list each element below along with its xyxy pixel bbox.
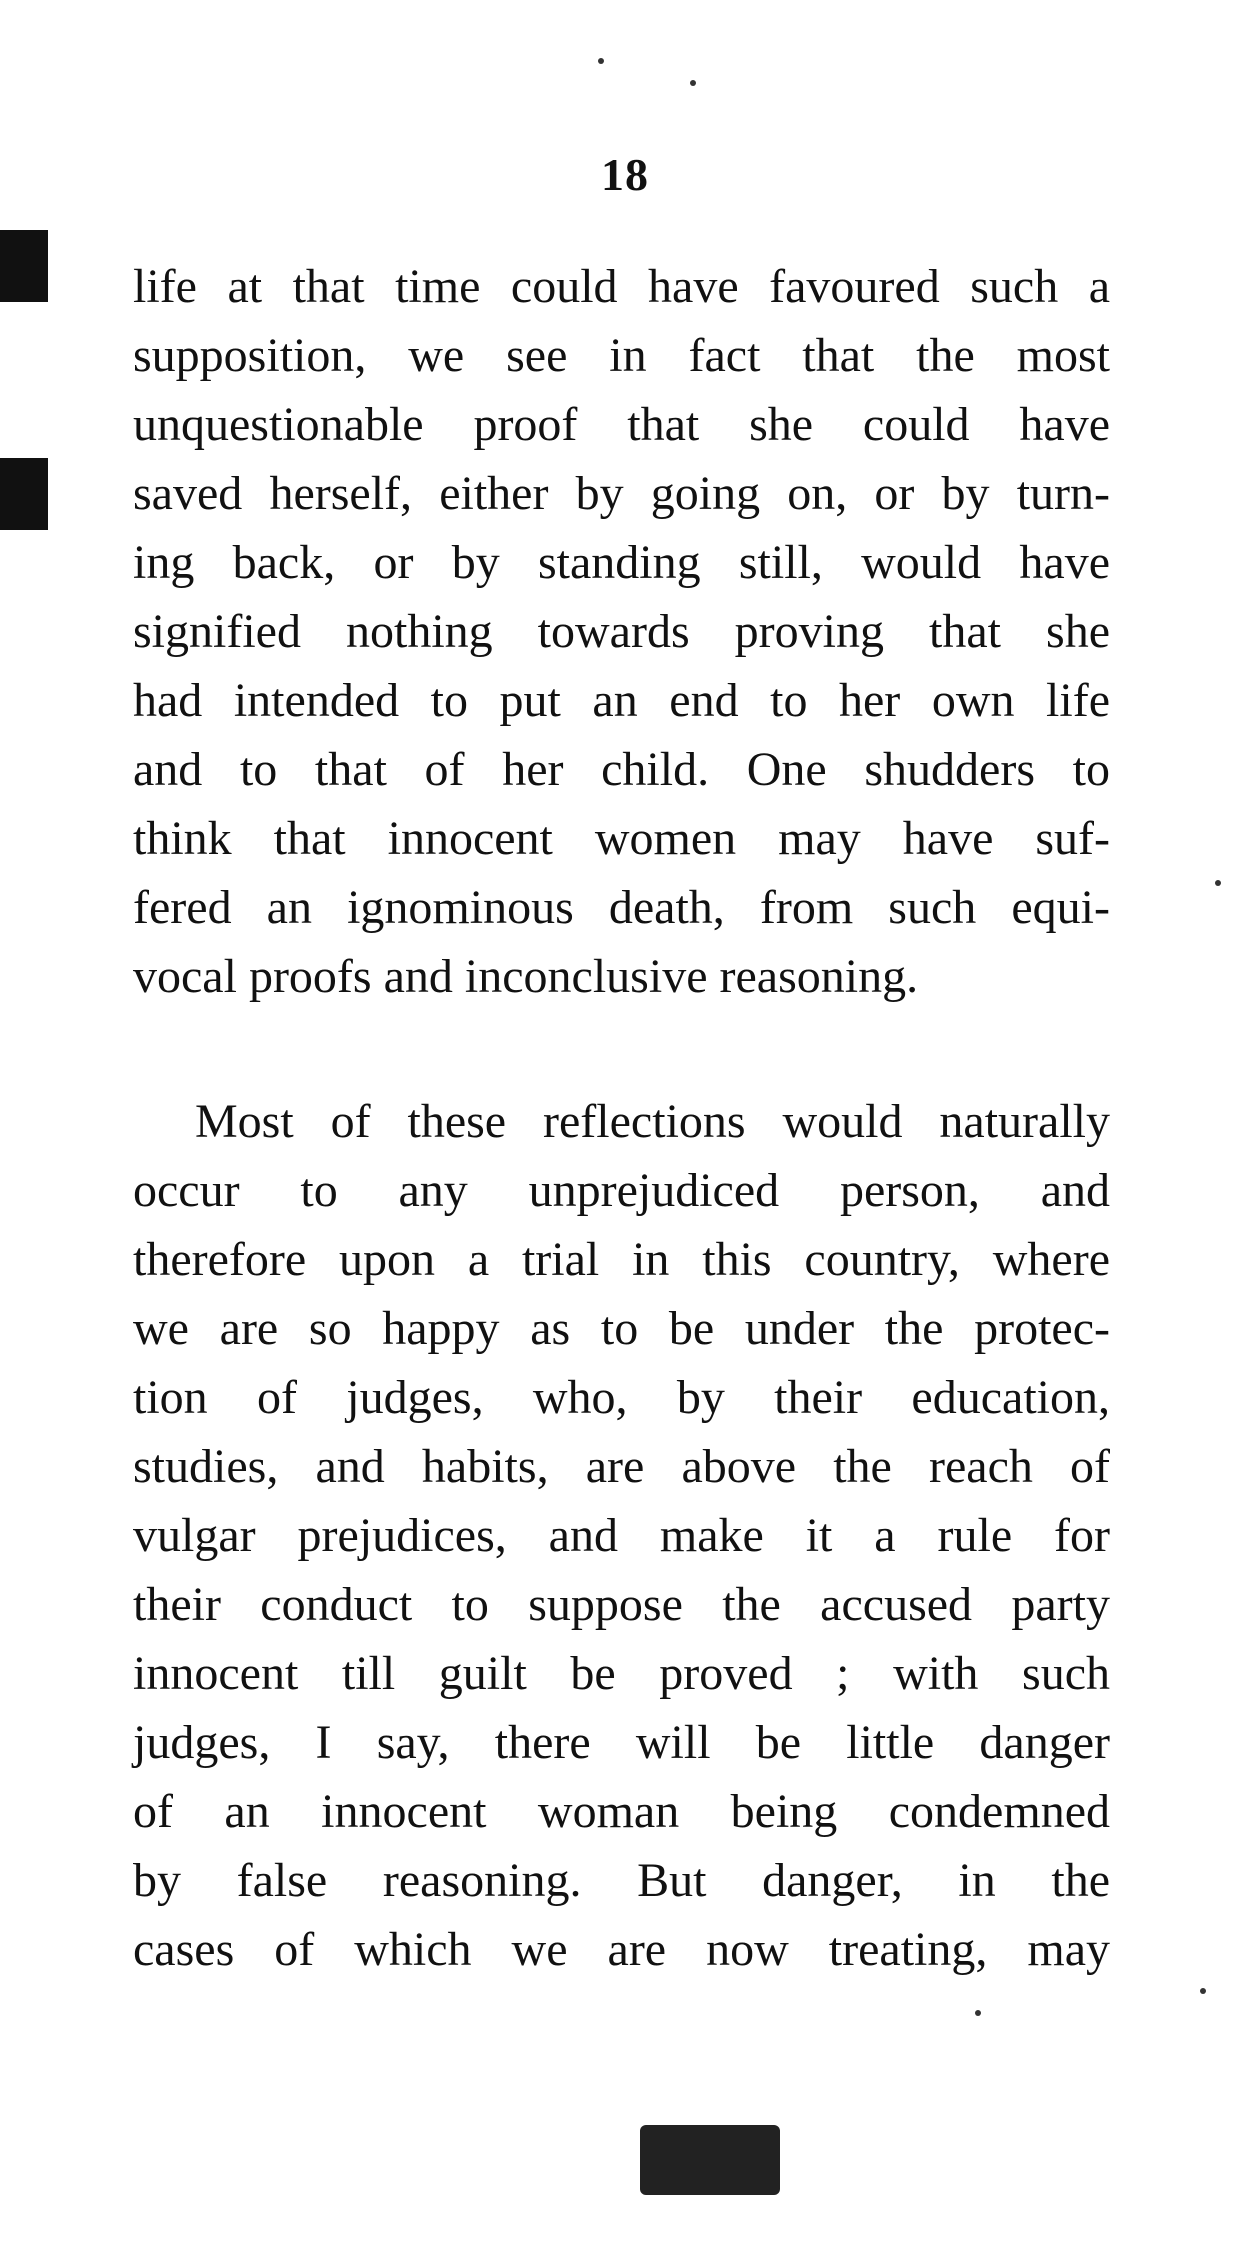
scan-speck xyxy=(1215,880,1221,886)
text-line: tion of judges, who, by their education, xyxy=(133,1371,1110,1424)
text-line: unquestionable proof that she could have xyxy=(133,398,1110,451)
paragraph-1 xyxy=(133,252,1110,1011)
scan-speck xyxy=(975,2010,981,2016)
text-line: their conduct to suppose the accused party xyxy=(133,1578,1110,1631)
text-line: judges, I say, there will be little danger xyxy=(133,1716,1110,1769)
page-number: 18 xyxy=(601,149,649,200)
scan-smudge xyxy=(640,2125,780,2195)
text-line: occur to any unprejudiced person, and xyxy=(133,1164,1110,1217)
text-line: by false reasoning. But danger, in the xyxy=(133,1854,1110,1907)
text-line: supposition, we see in fact that the most xyxy=(133,329,1110,382)
text-line: Most of these reflections would naturally xyxy=(195,1095,1110,1148)
text-line: innocent till guilt be proved ; with such xyxy=(133,1647,1110,1700)
scan-artifact xyxy=(0,458,48,530)
text-line: life at that time could have favoured such a xyxy=(133,260,1110,313)
text-line: saved herself, either by going on, or by turn- xyxy=(133,467,1110,520)
text-line: of an innocent woman being condemned xyxy=(133,1785,1110,1838)
scan-speck xyxy=(1200,1988,1206,1994)
text-line: vulgar prejudices, and make it a rule for xyxy=(133,1509,1110,1562)
text-line: think that innocent women may have suf- xyxy=(133,812,1110,865)
text-line: signified nothing towards proving that she xyxy=(133,605,1110,658)
text-line: had intended to put an end to her own life xyxy=(133,674,1110,727)
text-line: fered an ignominous death, from such equi- xyxy=(133,881,1110,934)
paragraph-2 xyxy=(133,1087,1110,1984)
scan-speck xyxy=(690,80,696,86)
scan-artifact xyxy=(0,230,48,302)
scan-speck xyxy=(598,58,604,64)
text-line: ing back, or by standing still, would have xyxy=(133,536,1110,589)
text-line: therefore upon a trial in this country, where xyxy=(133,1233,1110,1286)
text-line: studies, and habits, are above the reach of xyxy=(133,1440,1110,1493)
text-line: we are so happy as to be under the protec- xyxy=(133,1302,1110,1355)
text-line: and to that of her child. One shudders to xyxy=(133,743,1110,796)
text-line: cases of which we are now treating, may xyxy=(133,1923,1110,1976)
text-line: vocal proofs and inconclusive reasoning. xyxy=(133,950,919,1003)
